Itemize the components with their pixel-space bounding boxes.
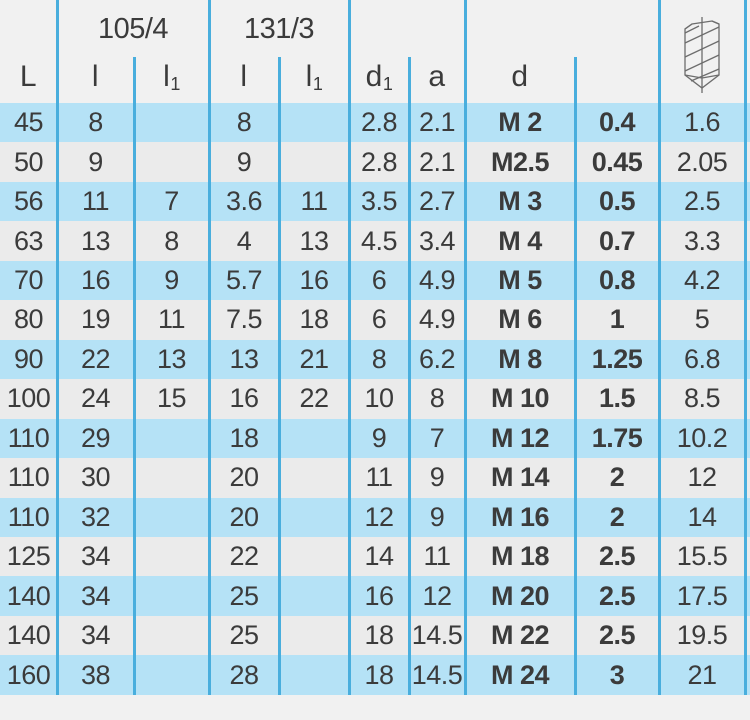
table-cell: 0.7 <box>598 225 636 256</box>
table-row <box>0 616 750 655</box>
table-cell: 50 <box>13 146 44 177</box>
column-divider-line <box>208 0 211 695</box>
table-cell: 3.3 <box>683 225 721 256</box>
table-cell: 29 <box>80 422 111 453</box>
table-cell: 2.05 <box>676 146 728 177</box>
table-row <box>0 379 750 418</box>
table-row <box>0 340 750 379</box>
table-cell: 19 <box>80 304 111 335</box>
table-cell: 7 <box>164 186 179 217</box>
table-cell: 9 <box>164 265 179 296</box>
table-cell: 22 <box>80 343 111 374</box>
table-cell: 20 <box>229 501 259 532</box>
table-cell: 140 <box>6 620 51 651</box>
table-cell: 18 <box>299 304 329 335</box>
table-cell <box>279 142 349 181</box>
table-cell: 17.5 <box>676 580 728 611</box>
table-cell: 8 <box>371 343 387 374</box>
table-cell: 12 <box>364 501 394 532</box>
table-cell: 8 <box>429 383 445 414</box>
table-cell: 16 <box>80 265 111 296</box>
table-cell: 1.75 <box>591 422 643 453</box>
column-divider-line <box>348 0 351 695</box>
table-cell: 0.5 <box>598 186 636 217</box>
table-row <box>0 142 750 181</box>
table-cell: 13 <box>156 343 187 374</box>
table-cell: 13 <box>299 225 329 256</box>
column-header-l-131: l <box>240 60 247 93</box>
table-cell: 14 <box>687 501 717 532</box>
table-cell <box>134 103 209 142</box>
table-cell: 110 <box>7 501 50 532</box>
table-cell: 0.45 <box>591 146 643 177</box>
table-cell: 11 <box>157 304 186 335</box>
table-cell: 10 <box>364 383 394 414</box>
table-cell: 24 <box>80 383 111 414</box>
table-row <box>0 103 750 142</box>
table-cell: 16 <box>299 265 329 296</box>
table-row <box>0 537 750 576</box>
table-cell: 45 <box>13 107 44 138</box>
table-cell: 20 <box>229 462 259 493</box>
table-cell: 7 <box>429 422 445 453</box>
table-cell: 4.9 <box>418 265 456 296</box>
table-cell: 6.2 <box>418 343 456 374</box>
table-cell: 2.8 <box>360 146 398 177</box>
table-cell: 13 <box>229 343 259 374</box>
table-cell: 12 <box>687 462 717 493</box>
table-cell: 2 <box>609 501 625 532</box>
column-header-l1-105: $l_1$ <box>163 60 180 94</box>
table-cell: 30 <box>80 462 111 493</box>
table-cell: 4.5 <box>360 225 398 256</box>
table-cell: 1.5 <box>598 383 636 414</box>
table-cell <box>279 616 349 655</box>
table-cell: 18 <box>364 620 394 651</box>
table-cell: 1.25 <box>591 343 643 374</box>
table-cell: 13 <box>80 225 111 256</box>
table-cell <box>134 498 209 537</box>
table-cell: 21 <box>687 659 717 690</box>
table-row <box>0 655 750 694</box>
table-cell: 19.5 <box>676 620 728 651</box>
table-cell: 8 <box>88 107 103 138</box>
table-cell: 34 <box>80 580 111 611</box>
column-header-L: L <box>19 60 37 93</box>
table-cell: 28 <box>229 659 259 690</box>
table-cell: 32 <box>80 501 111 532</box>
drill-bit-icon <box>659 14 745 96</box>
table-cell: 2.8 <box>360 107 398 138</box>
table-cell: M 10 <box>490 383 550 414</box>
table-cell: 15.5 <box>676 541 728 572</box>
column-header-l1-131: $l_1$ <box>305 60 323 94</box>
table-cell: 2.1 <box>418 146 456 177</box>
table-cell: 100 <box>6 383 51 414</box>
table-cell: 125 <box>6 541 51 572</box>
subcolumn-divider-line <box>408 57 411 695</box>
table-cell: 14.5 <box>411 659 463 690</box>
table-cell: 63 <box>13 225 44 256</box>
table-row <box>0 221 750 260</box>
table-cell: 9 <box>371 422 387 453</box>
table-cell: 3.4 <box>418 225 456 256</box>
table-cell: 1.6 <box>683 107 721 138</box>
table-cell: 110 <box>7 462 50 493</box>
table-cell: 15 <box>156 383 187 414</box>
table-cell: M 6 <box>498 304 542 335</box>
table-cell: 2.5 <box>598 620 636 651</box>
table-cell: 11 <box>365 462 393 493</box>
table-cell: 140 <box>6 580 51 611</box>
table-cell: 25 <box>229 580 259 611</box>
table-cell <box>279 103 349 142</box>
column-divider-line <box>744 0 747 695</box>
table-cell: M 16 <box>490 501 550 532</box>
table-row <box>0 498 750 537</box>
table-cell: 25 <box>229 620 259 651</box>
table-cell: 110 <box>7 422 50 453</box>
table-cell: 3.6 <box>225 186 263 217</box>
table-cell: M 4 <box>498 225 542 256</box>
table-cell: 18 <box>229 422 259 453</box>
table-cell: M 22 <box>490 620 550 651</box>
table-cell <box>134 419 209 458</box>
table-cell <box>134 576 209 615</box>
table-cell: 14 <box>364 541 394 572</box>
table-cell: 9 <box>236 146 252 177</box>
table-cell: M 3 <box>498 186 542 217</box>
table-cell: 90 <box>13 343 44 374</box>
table-cell: M 20 <box>490 580 550 611</box>
table-cell: 6 <box>371 265 387 296</box>
table-cell: 8 <box>164 225 179 256</box>
table-cell: 8 <box>236 107 252 138</box>
table-body <box>0 103 750 695</box>
table-cell: 1 <box>609 304 625 335</box>
table-cell: 2.5 <box>683 186 721 217</box>
subcolumn-divider-line <box>133 57 136 695</box>
table-cell: 22 <box>229 541 259 572</box>
table-cell: M 14 <box>490 462 550 493</box>
table-row <box>0 182 750 221</box>
table-cell: 80 <box>13 304 44 335</box>
table-cell <box>279 537 349 576</box>
table-cell: M2.5 <box>490 146 550 177</box>
table-row <box>0 576 750 615</box>
table-cell: 56 <box>13 186 44 217</box>
table-row <box>0 261 750 300</box>
table-row <box>0 300 750 339</box>
table-header <box>0 0 750 103</box>
table-cell: 38 <box>80 659 111 690</box>
column-header-l-105: l <box>91 60 99 93</box>
table-cell <box>279 458 349 497</box>
table-cell: 11 <box>81 186 110 217</box>
table-cell: 34 <box>80 541 111 572</box>
column-header-d: d <box>511 60 528 93</box>
table-cell: 4.9 <box>418 304 456 335</box>
subcolumn-divider-line <box>574 57 577 695</box>
table-cell: 2 <box>609 462 625 493</box>
table-cell: 70 <box>13 265 44 296</box>
table-cell <box>279 498 349 537</box>
column-header-a: a <box>428 60 445 93</box>
subcolumn-divider-line <box>278 57 281 695</box>
table-cell <box>134 537 209 576</box>
table-cell: M 18 <box>490 541 550 572</box>
table-cell <box>134 142 209 181</box>
column-header-d1: $d_1$ <box>365 60 393 94</box>
table-cell: 2.7 <box>418 186 456 217</box>
table-cell: 11 <box>300 186 328 217</box>
table-cell <box>279 419 349 458</box>
table-cell: 9 <box>88 146 103 177</box>
column-group-131-3: 131/3 <box>243 13 315 45</box>
column-group-105-4: 105/4 <box>97 13 169 45</box>
table-cell: 6.8 <box>683 343 721 374</box>
table-cell: 21 <box>299 343 329 374</box>
table-cell <box>279 655 349 694</box>
table-cell: 2.5 <box>598 541 636 572</box>
table-cell <box>134 655 209 694</box>
table-cell: 160 <box>6 659 51 690</box>
table-cell: 18 <box>364 659 394 690</box>
table-cell: M 24 <box>490 659 550 690</box>
table-row <box>0 419 750 458</box>
table-cell: M 5 <box>498 265 542 296</box>
table-cell <box>134 458 209 497</box>
table-cell: M 12 <box>490 422 550 453</box>
table-cell: M 2 <box>498 107 542 138</box>
table-cell: 11 <box>423 541 451 572</box>
table-cell: 4 <box>236 225 252 256</box>
table-cell: 3 <box>609 659 625 690</box>
table-cell: 2.5 <box>598 580 636 611</box>
table-cell <box>134 616 209 655</box>
table-cell: 2.1 <box>418 107 456 138</box>
table-cell: 8.5 <box>683 383 721 414</box>
table-cell: 0.8 <box>598 265 636 296</box>
table-cell: 22 <box>299 383 329 414</box>
table-row <box>0 458 750 497</box>
table-cell: 9 <box>429 501 445 532</box>
table-cell: 7.5 <box>225 304 263 335</box>
table-cell: 12 <box>422 580 452 611</box>
table-cell: 3.5 <box>360 186 398 217</box>
column-divider-line <box>658 0 661 695</box>
column-divider-line <box>56 0 59 695</box>
table-cell: 16 <box>229 383 259 414</box>
table-cell: M 8 <box>498 343 542 374</box>
table-cell: 5.7 <box>225 265 263 296</box>
table-cell: 14.5 <box>411 620 463 651</box>
bottom-margin <box>0 695 750 720</box>
table-cell <box>279 576 349 615</box>
column-divider-line <box>464 0 467 695</box>
table-cell: 4.2 <box>683 265 721 296</box>
table-cell: 16 <box>364 580 394 611</box>
table-cell: 6 <box>371 304 387 335</box>
table-cell: 9 <box>429 462 445 493</box>
table-cell: 0.4 <box>598 107 636 138</box>
table-cell: 34 <box>80 620 111 651</box>
table-cell: 5 <box>694 304 710 335</box>
table-cell: 10.2 <box>676 422 728 453</box>
